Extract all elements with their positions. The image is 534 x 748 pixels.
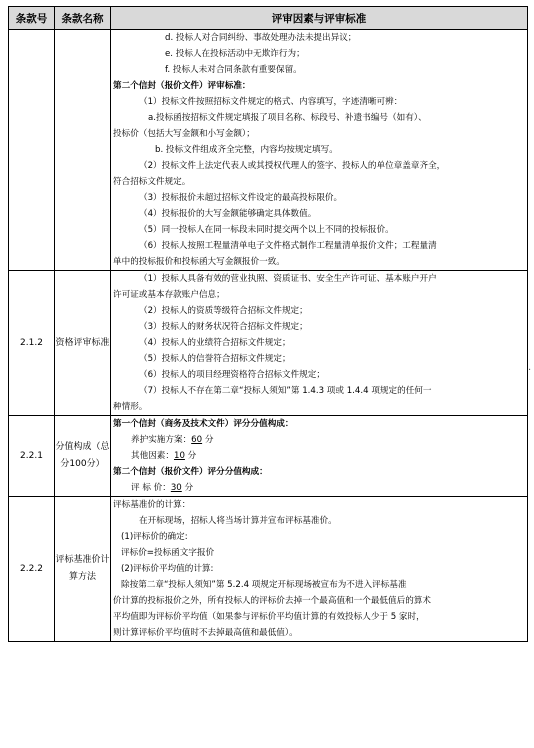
score-label: 评 标 价：	[131, 483, 171, 493]
table-row	[9, 497, 528, 642]
score-unit: 分	[204, 435, 214, 445]
criteria-line: 评标价=投标函文字报价	[121, 548, 215, 558]
clause-number-cell	[9, 30, 55, 271]
table-header-row	[9, 7, 528, 30]
score-unit: 分	[187, 451, 197, 461]
criteria-line: 单中的投标报价和投标函大写金额报价一致。	[113, 257, 285, 267]
evaluation-criteria-table	[8, 6, 528, 642]
score-value: 30	[170, 483, 182, 493]
criteria-line: （7）投标人不存在第二章“投标人须知”第 1.4.3 项或 1.4.4 项规定的任何一	[139, 386, 432, 396]
criteria-line: 符合招标文件规定。	[113, 177, 191, 187]
criteria-line: e. 投标人在投标活动中无欺诈行为；	[165, 49, 305, 59]
scroll-indicator-icon[interactable]: ·	[528, 365, 532, 376]
criteria-line: b. 投标文件组成齐全完整，内容均按规定填写。	[155, 145, 338, 155]
criteria-heading: 第二个信封（报价文件）评分分值构成：	[113, 467, 268, 477]
header-clause-name: 条款名称	[55, 7, 111, 30]
criteria-heading: 第二个信封（报价文件）评审标准：	[113, 81, 251, 91]
criteria-line: （5）投标人的信誉符合招标文件规定；	[139, 354, 291, 364]
criteria-line: 评标基准价的计算：	[113, 500, 191, 510]
score-line-other	[113, 448, 525, 464]
score-value: 10	[173, 451, 185, 461]
criteria-line: d. 投标人对合同纠纷、事故处理办法未提出异议；	[165, 33, 357, 43]
score-value: 60	[191, 435, 203, 445]
table-row	[9, 30, 528, 271]
clause-name-cell	[55, 30, 111, 271]
score-unit: 分	[184, 483, 194, 493]
criteria-cell	[111, 497, 528, 642]
criteria-line: 投标价（包括大写金额和小写金额）；	[113, 129, 255, 139]
clause-number: 2.2.2	[9, 497, 55, 642]
score-line-price	[113, 480, 525, 496]
criteria-line: （3）投标报价未超过招标文件设定的最高投标限价。	[139, 193, 343, 203]
criteria-line: 价计算的投标报价之外，所有投标人的评标价去掉一个最高值和一个最低值后的算术	[113, 596, 431, 606]
criteria-line: (1)评标价的确定:	[121, 532, 188, 542]
criteria-line: （2）投标人的资质等级符合招标文件规定；	[139, 306, 308, 316]
criteria-line: (2)评标价平均值的计算:	[121, 564, 214, 574]
criteria-line: （1）投标人具备有效的营业执照、资质证书、安全生产许可证、基本账户开户	[139, 274, 437, 284]
clause-number: 2.1.2	[9, 271, 55, 416]
score-line-maintenance	[113, 432, 525, 448]
clause-name: 资格评审标准	[55, 271, 111, 416]
criteria-line: 除按第二章“投标人须知”第 5.2.4 项规定开标现场被宣布为不进入评标基准	[121, 580, 407, 590]
clause-name: 分值构成（总分100分）	[55, 416, 111, 497]
header-clause-number: 条款号	[9, 7, 55, 30]
criteria-line: （1）投标文件按照招标文件规定的格式、内容填写，字迹清晰可辨：	[139, 97, 403, 107]
table-row	[9, 271, 528, 416]
criteria-line: 平均值即为评标价平均值（如果参与评标价平均值计算的有效投标人少于 5 家时，	[113, 612, 425, 622]
criteria-line: （6）投标人按照工程量清单电子文件格式制作工程量清单报价文件；工程量清	[139, 241, 437, 251]
criteria-line: 种情形。	[113, 402, 148, 412]
criteria-cell	[111, 416, 528, 497]
criteria-line: f. 投标人未对合同条款有重要保留。	[165, 65, 302, 75]
score-label: 养护实施方案：	[131, 435, 192, 445]
criteria-line: 则计算评标价平均值时不去掉最高值和最低值）。	[113, 628, 298, 638]
clause-number: 2.2.1	[9, 416, 55, 497]
criteria-line: （6）投标人的项目经理资格符合招标文件规定；	[139, 370, 325, 380]
header-criteria: 评审因素与评审标准	[111, 7, 528, 30]
clause-name: 评标基准价计算方法	[55, 497, 111, 642]
criteria-cell	[111, 30, 528, 271]
criteria-line: （4）投标报价的大写金额能够确定具体数值。	[139, 209, 317, 219]
score-label: 其他因素：	[131, 451, 174, 461]
criteria-line: （5）同一投标人在同一标段未同时提交两个以上不同的投标报价。	[139, 225, 394, 235]
criteria-line: 在开标现场，招标人将当场计算并宣布评标基准价。	[139, 516, 337, 526]
criteria-line: 许可证或基本存款账户信息；	[113, 290, 225, 300]
criteria-line: （3）投标人的财务状况符合招标文件规定；	[139, 322, 308, 332]
criteria-cell	[111, 271, 528, 416]
criteria-heading: 第一个信封（商务及技术文件）评分分值构成：	[113, 419, 294, 429]
criteria-line: （4）投标人的业绩符合招标文件规定；	[139, 338, 291, 348]
criteria-line: a.投标函按招标文件规定填报了项目名称、标段号、补遗书编号（如有）、	[148, 113, 427, 123]
table-row	[9, 416, 528, 497]
criteria-line: （2）投标文件上法定代表人或其授权代理人的签字、投标人的单位章盖章齐全，	[139, 161, 446, 171]
